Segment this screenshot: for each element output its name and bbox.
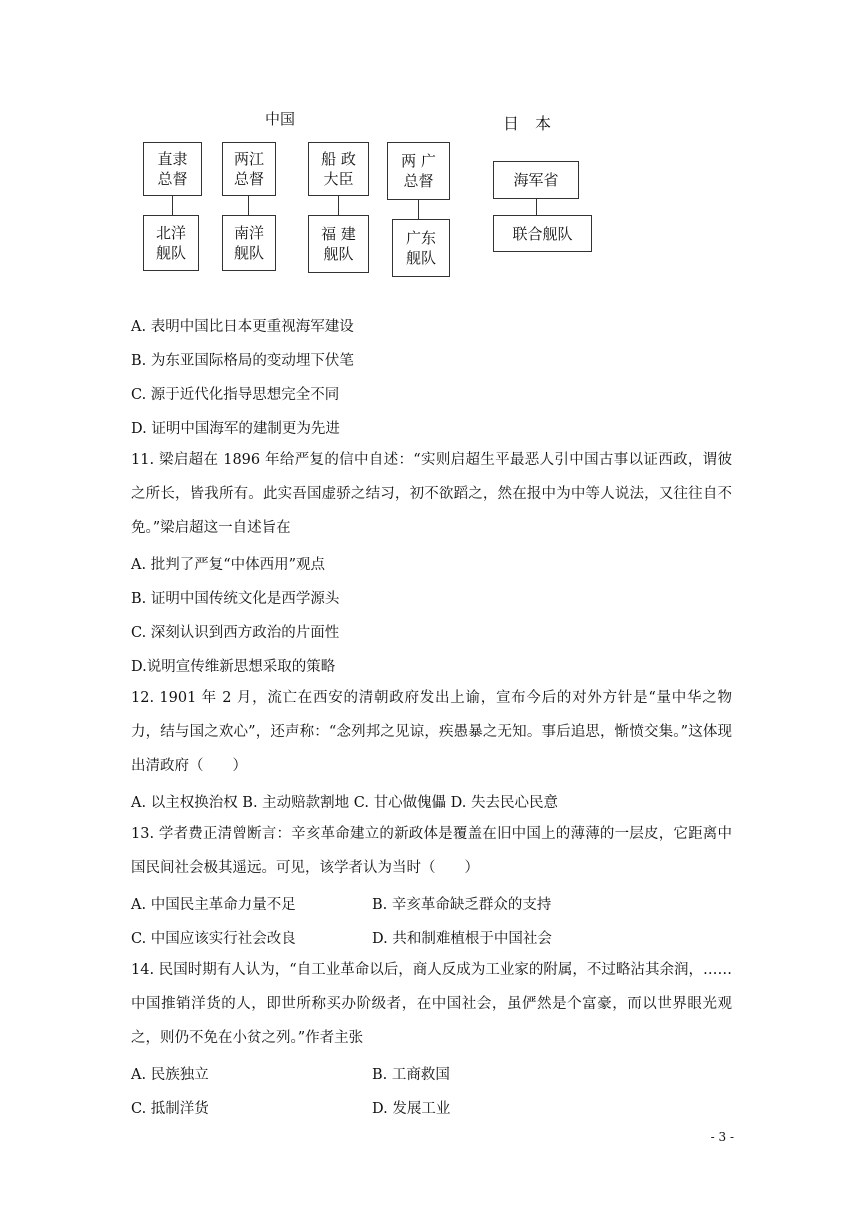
connector [172,195,173,215]
china-unit-2-top: 两江 总督 [222,142,276,196]
q13-stem: 13. 学者费正清曾断言：辛亥革命建立的新政体是覆盖在旧中国上的薄薄的一层皮，它距离中国民间社会极其遥远。可见，该学者认为当时（ ） [131,826,732,876]
q13-option-a: A. 中国民主革命力量不足 [131,897,296,913]
q14-option-c: C. 抵制洋货 [131,1101,209,1117]
connector [338,195,339,215]
japan-unit-top: 海军省 [493,161,579,199]
china-unit-1-top: 直隶 总督 [143,142,202,196]
q11-option-a: A. 批判了严复“中体西用”观点 [131,557,326,573]
q10-option-c: C. 源于近代化指导思想完全不同 [131,387,340,403]
q11-stem: 11. 梁启超在 1896 年给严复的信中自述：“实则启超生平最恶人引中国古事以证西政，谓彼之所长，皆我所有。此实吾国虚骄之结习，初不欲蹈之，然在报中为中等人说法，又往往自不免。”梁启超这一自述旨在 [131,452,732,536]
q10-option-a: A. 表明中国比日本更重视海军建设 [131,319,354,335]
japan-unit-bottom: 联合舰队 [493,215,592,252]
connector [418,199,419,219]
q11-option-b: B. 证明中国传统文化是西学源头 [131,591,340,607]
q13-option-d: D. 共和制难植根于中国社会 [372,931,552,947]
q13-option-c: C. 中国应该实行社会改良 [131,931,296,947]
q14-stem: 14. 民国时期有人认为，“自工业革命以后，商人反成为工业家的附属，不过略沾其余润，……中国推销洋货的人，即世所称买办阶级者，在中国社会，虽俨然是个富豪，而以世界眼光观之，则仍不免在小贫之列。”作者主张 [131,962,732,1046]
q14-option-a: A. 民族独立 [131,1067,209,1083]
china-unit-3-bottom: 福 建 舰队 [308,215,369,273]
china-unit-3-top: 船 政 大臣 [308,142,369,196]
page-number: - 3 - [710,1130,734,1144]
connector [248,195,249,215]
connector [536,198,537,215]
q13-option-b: B. 辛亥革命缺乏群众的支持 [372,897,552,913]
china-unit-4-bottom: 广东 舰队 [392,219,450,277]
china-label: 中国 [265,110,296,128]
q12-stem: 12. 1901 年 2 月，流亡在西安的清朝政府发出上谕，宣布今后的对外方针是“量中华之物力，结与国之欢心”，还声称：“念列邦之见谅，疾愚暴之无知。事后追思，惭愤交集。”这体现出清政府（ ） [131,690,732,774]
china-unit-2-bottom: 南洋 舰队 [222,215,276,271]
china-unit-4-top: 两 广 总督 [387,142,450,200]
q12-options: A. 以主权换治权 B. 主动赔款割地 C. 甘心做傀儡 D. 失去民心民意 [131,795,559,811]
q11-option-c: C. 深刻认识到西方政治的片面性 [131,625,340,641]
q11-option-d: D.说明宣传维新思想采取的策略 [131,659,336,675]
q10-option-d: D. 证明中国海军的建制更为先进 [131,421,340,437]
japan-label: 日 本 [503,114,552,133]
q10-option-b: B. 为东亚国际格局的变动埋下伏笔 [131,353,354,369]
china-unit-1-bottom: 北洋 舰队 [143,215,199,271]
q14-option-d: D. 发展工业 [372,1101,451,1117]
q14-option-b: B. 工商救国 [372,1067,450,1083]
